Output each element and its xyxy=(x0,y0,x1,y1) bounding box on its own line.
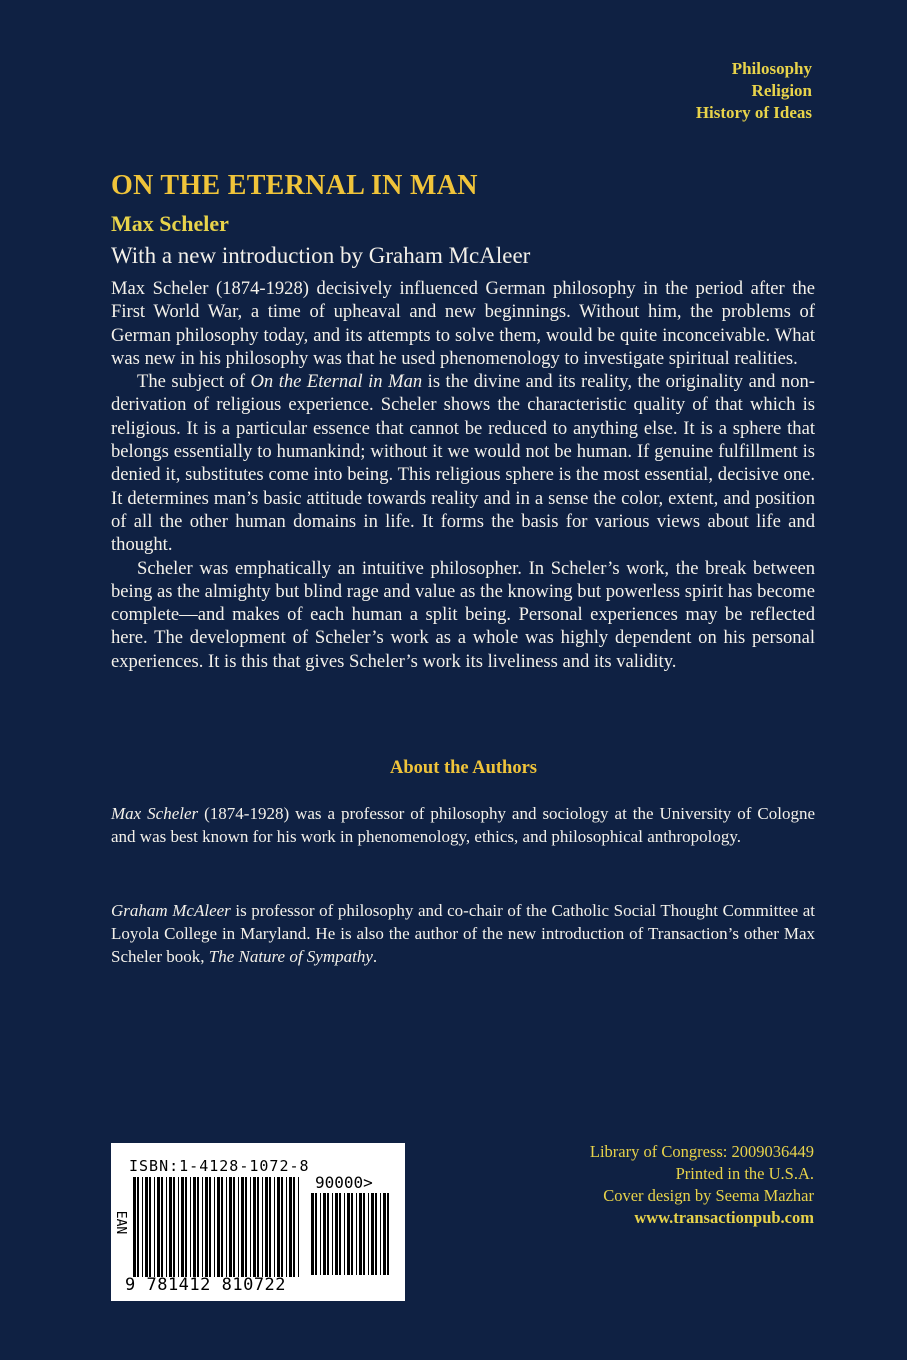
bio-name: Max Scheler xyxy=(111,804,199,823)
description-paragraph-3: Scheler was emphatically an intuitive philosopher. In Scheler’s work, the break between being as the almighty but blind rage and value as the knowing but powerless spirit has become complete—and makes of each human a split being. Personal experiences may be reflected here. The development of Scheler’s work as a whole was highly dependent on his personal experiences. It is this that gives Scheler’s work its liveliness and its validity. xyxy=(111,557,815,672)
category-list xyxy=(696,58,812,124)
category-philosophy: Philosophy xyxy=(731,59,812,78)
price-barcode-bars-icon xyxy=(311,1193,391,1275)
isbn-text: ISBN:1-4128-1072-8 xyxy=(129,1157,310,1175)
description-paragraph-1: Max Scheler (1874-1928) decisively influenced German philosophy in the period after the First World War, a time of upheaval and new beginnings. Without him, the problems of German philosophy today, and its attempts to solve them, would be quite inconceivable. What was new in his philosophy was that he used phenomenology to investigate spiritual realities. xyxy=(111,278,815,369)
introduction-line: With a new introduction by Graham McAleer xyxy=(111,243,531,268)
library-of-congress: Library of Congress: 2009036449 xyxy=(589,1142,814,1161)
price-code: 90000> xyxy=(315,1173,373,1192)
printed-in: Printed in the U.S.A. xyxy=(675,1164,814,1183)
cover-design-credit: Cover design by Seema Mazhar xyxy=(603,1186,814,1205)
bio-name: Graham McAleer xyxy=(111,901,231,920)
category-history-of-ideas: History of Ideas xyxy=(695,103,812,122)
ean-label: EAN xyxy=(113,1210,129,1235)
book-title-italic: The Nature of Sympathy xyxy=(208,947,373,966)
barcode-digits: 9 781412 810722 xyxy=(125,1275,287,1295)
about-authors-heading: About the Authors xyxy=(390,758,537,778)
author-bio-scheler: Max Scheler (1874-1928) was a professor of philosophy and sociology at the University of Cologne and was best known for his work in phenomenology, ethics, and philosophical anthropology. xyxy=(111,804,815,846)
barcode-bars-icon xyxy=(133,1177,303,1277)
author-bio-mcaleer: Graham McAleer is professor of philosophy and co-chair of the Catholic Social Thought Committee at Loyola College in Maryland. He is also the author of the new introduction of Transaction’s other Max Scheler book, The Nature of Sympathy. xyxy=(111,901,815,966)
description-paragraph-2: The subject of On the Eternal in Man is the divine and its reality, the originality and non-derivation of religious experience. Scheler shows the characteristic quality of that which is religious. It is a particular essence that cannot be reduced to anything else. It is a sphere that belongs essentially to humankind; without it we would not be human. If genuine fulfillment is denied it, substitutes come into being. This religious sphere is the most essential, decisive one. It determines man’s basic attitude towards reality and in a sense the color, extent, and position of all the other human domains in life. It forms the basis for various views about life and thought. xyxy=(111,371,815,556)
book-title-italic: On the Eternal in Man xyxy=(250,371,423,393)
publisher-info xyxy=(590,1141,814,1229)
book-author: Max Scheler xyxy=(111,211,229,236)
category-religion: Religion xyxy=(751,81,812,100)
publisher-url: www.transactionpub.com xyxy=(634,1208,814,1227)
book-title: ON THE ETERNAL IN MAN xyxy=(111,170,478,201)
book-description xyxy=(111,277,815,673)
isbn-barcode xyxy=(111,1143,405,1301)
